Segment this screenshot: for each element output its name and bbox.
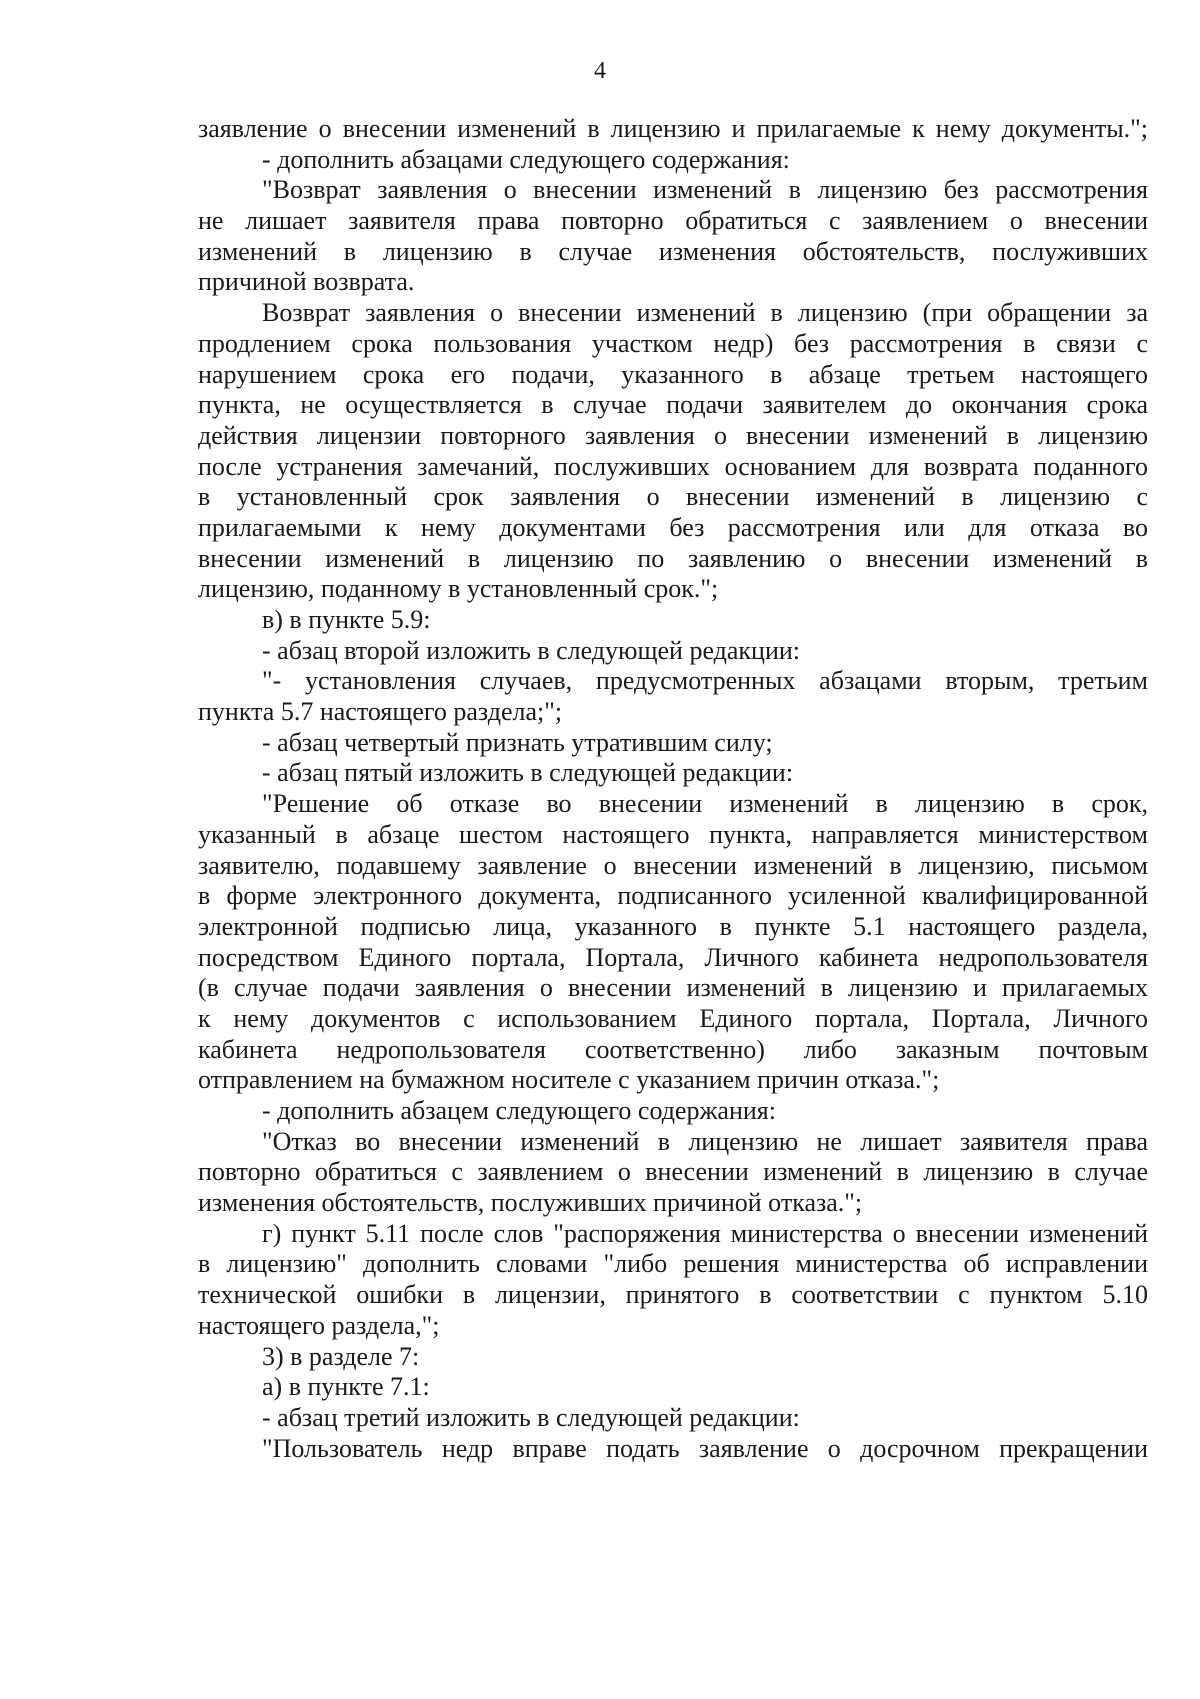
- text-line: г) пункт 5.11 после слов "распоряжения министерства о внесении изменений: [262, 1218, 1148, 1248]
- text-line: причиной возврата.: [198, 267, 415, 297]
- text-line: в установленный срок заявления о внесении изменений в лицензию с: [198, 482, 1148, 512]
- text-line: продлением срока пользования участком недр) без рассмотрения в связи с: [198, 328, 1148, 358]
- text-line: в) в пункте 5.9:: [262, 605, 431, 634]
- text-line: повторно обратиться с заявлением о внесении изменений в лицензию в случае: [198, 1157, 1148, 1187]
- text-line: не лишает заявителя права повторно обратиться с заявлением о внесении: [198, 206, 1148, 236]
- text-line: "- установления случаев, предусмотренных абзацами вторым, третьим: [262, 666, 1148, 696]
- text-line: - дополнить абзацем следующего содержания:: [262, 1096, 776, 1125]
- text-line: отправлением на бумажном носителе с указанием причин отказа.";: [198, 1065, 940, 1095]
- text-line: указанный в абзаце шестом настоящего пункта, направляется министерством: [198, 819, 1148, 849]
- text-line: - абзац второй изложить в следующей редакции:: [262, 635, 801, 665]
- text-line: нарушением срока его подачи, указанного в абзаце третьем настоящего: [198, 359, 1148, 389]
- text-line: настоящего раздела,";: [198, 1310, 440, 1340]
- text-line: - абзац четвертый признать утратившим силу;: [262, 727, 773, 757]
- text-line: 3) в разделе 7:: [262, 1341, 420, 1371]
- text-line: "Решение об отказе во внесении изменений в лицензию в срок,: [262, 789, 1148, 819]
- text-line: а) в пункте 7.1:: [262, 1372, 430, 1402]
- text-line: внесении изменений в лицензию по заявлению о внесении изменений в: [198, 543, 1148, 573]
- text-line: пункта, не осуществляется в случае подачи заявителем до окончания срока: [198, 390, 1148, 420]
- text-line: технической ошибки в лицензии, принятого в соответствии с пунктом 5.10: [198, 1280, 1148, 1310]
- text-line: - дополнить абзацами следующего содержания:: [262, 144, 790, 174]
- text-line: в форме электронного документа, подписанного усиленной квалифицированной: [198, 881, 1148, 911]
- text-line: лицензию, поданному в установленный срок.";: [198, 574, 719, 604]
- text-line: заявление о внесении изменений в лицензию и прилагаемые к нему документы.";: [198, 114, 1148, 143]
- text-line: электронной подписью лица, указанного в пункте 5.1 настоящего раздела,: [198, 911, 1148, 941]
- text-line: (в случае подачи заявления о внесении изменений в лицензию и прилагаемых: [198, 973, 1148, 1003]
- text-line: - абзац пятый изложить в следующей редакции:: [262, 758, 794, 788]
- text-line: пункта 5.7 настоящего раздела;";: [198, 697, 563, 727]
- text-line: прилагаемыми к нему документами без рассмотрения или для отказа во: [198, 512, 1148, 542]
- text-line: заявителю, подавшему заявление о внесении изменений в лицензию, письмом: [198, 850, 1148, 880]
- text-line: "Возврат заявления о внесении изменений в лицензию без рассмотрения: [262, 175, 1148, 205]
- text-line: к нему документов с использованием Единого портала, Портала, Личного: [198, 1003, 1148, 1033]
- text-line: после устранения замечаний, послуживших основанием для возврата поданного: [198, 451, 1148, 481]
- text-line: в лицензию" дополнить словами "либо решения министерства об исправлении: [198, 1249, 1148, 1279]
- text-line: изменения обстоятельств, послуживших причиной отказа.";: [198, 1188, 863, 1218]
- text-line: - абзац третий изложить в следующей редакции:: [262, 1402, 800, 1432]
- text-line: "Пользователь недр вправе подать заявление о досрочном прекращении: [262, 1433, 1148, 1463]
- text-line: действия лицензии повторного заявления о внесении изменений в лицензию: [198, 420, 1148, 450]
- text-line: кабинета недропользователя соответственно) либо заказным почтовым: [198, 1034, 1148, 1064]
- text-line: изменений в лицензию в случае изменения обстоятельств, послуживших: [198, 236, 1148, 266]
- page-number: 4: [594, 58, 606, 84]
- text-line: "Отказ во внесении изменений в лицензию не лишает заявителя права: [262, 1126, 1148, 1156]
- text-line: Возврат заявления о внесении изменений в лицензию (при обращении за: [262, 298, 1148, 328]
- text-line: посредством Единого портала, Портала, Личного кабинета недропользователя: [198, 942, 1148, 972]
- document-body: [198, 114, 1148, 1464]
